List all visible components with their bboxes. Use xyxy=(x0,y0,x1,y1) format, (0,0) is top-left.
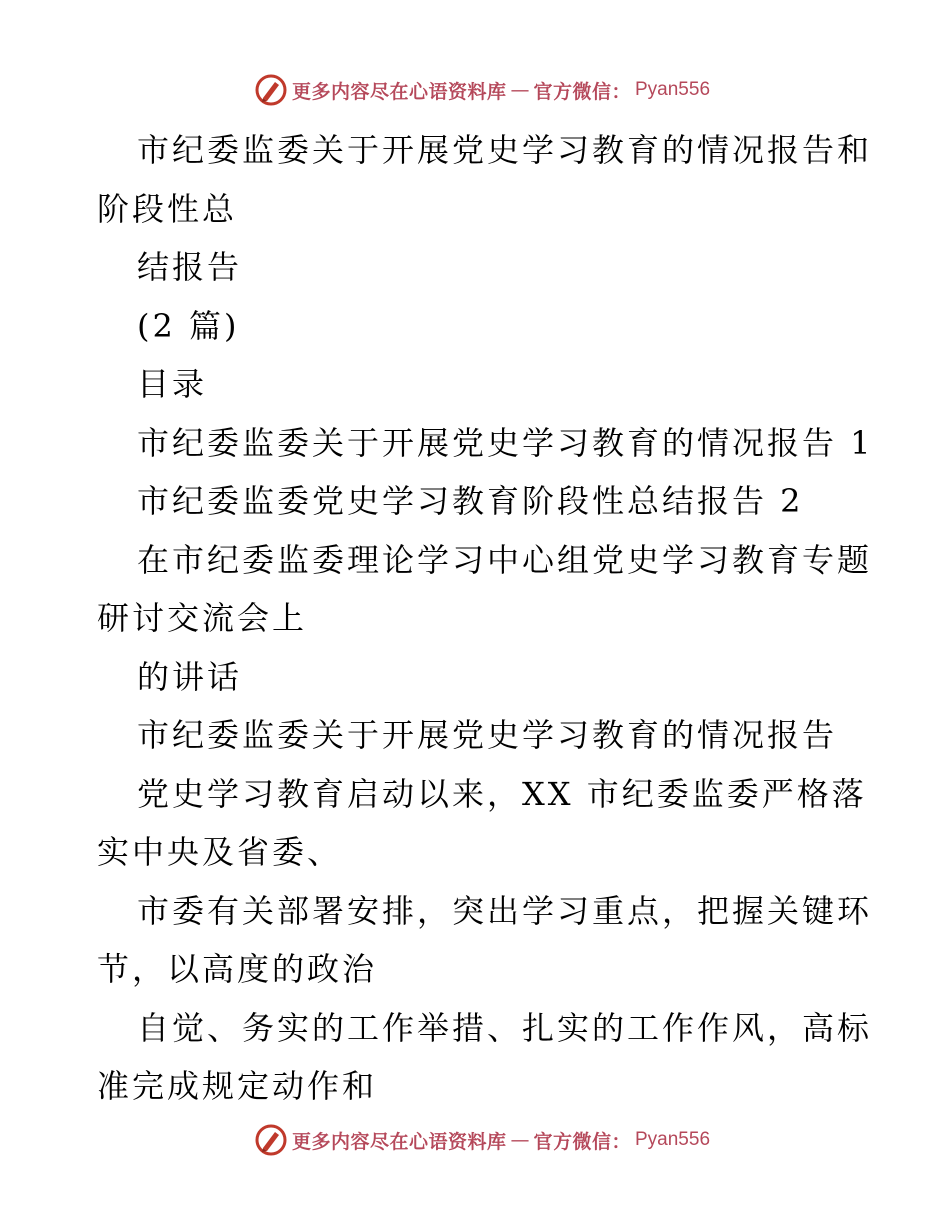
header-banner-wechat-label: 官方微信： xyxy=(533,80,631,103)
paragraph-line: 自觉、务实的工作举措、扎实的工作作风，高标 xyxy=(137,1008,873,1047)
footer-banner-wechat-label: 官方微信： xyxy=(533,1130,631,1153)
text-line: 结报告 xyxy=(137,248,243,286)
paragraph-line: 实中央及省委、 xyxy=(97,833,343,871)
header-banner-separator: — xyxy=(510,79,530,101)
pen-circle-logo-icon xyxy=(254,73,288,107)
text-line: 阶段性总 xyxy=(97,189,238,228)
toc-entry: 在市纪委监委理论学习中心组党史学习教育专题 xyxy=(137,540,873,579)
section-title: 市纪委监委关于开展党史学习教育的情况报告 xyxy=(137,716,838,754)
paragraph-line: 党史学习教育启动以来，XX 市纪委监委严格落 xyxy=(137,774,867,813)
toc-entry: 研讨交流会上 xyxy=(97,599,308,637)
header-banner xyxy=(0,70,950,110)
paragraph-line: 市委有关部署安排，突出学习重点，把握关键环 xyxy=(137,891,873,930)
text-line: 市纪委监委关于开展党史学习教育的情况报告和 xyxy=(137,131,873,169)
footer-banner-inner xyxy=(254,1123,710,1157)
text-line: (2 篇) xyxy=(137,306,240,345)
footer-banner-main-text: 更多内容尽在心语资料库 xyxy=(291,1130,507,1153)
paragraph-line: 节，以高度的政治 xyxy=(97,950,378,988)
toc-heading: 目录 xyxy=(137,365,208,403)
toc-entry: 市纪委监委关于开展党史学习教育的情况报告 1 xyxy=(137,423,874,462)
document-body xyxy=(97,121,874,1116)
header-banner-wechat-id: Pyan556 xyxy=(635,79,711,100)
pen-circle-logo-icon xyxy=(254,1123,288,1157)
toc-entry: 的讲话 xyxy=(137,657,243,696)
footer-banner xyxy=(0,1120,950,1160)
header-banner-inner xyxy=(254,73,710,107)
header-banner-main-text: 更多内容尽在心语资料库 xyxy=(291,80,507,103)
footer-banner-wechat-id: Pyan556 xyxy=(635,1129,711,1150)
toc-entry: 市纪委监委党史学习教育阶段性总结报告 2 xyxy=(137,482,804,520)
paragraph-line: 准完成规定动作和 xyxy=(97,1067,378,1105)
footer-banner-separator: — xyxy=(510,1129,530,1151)
